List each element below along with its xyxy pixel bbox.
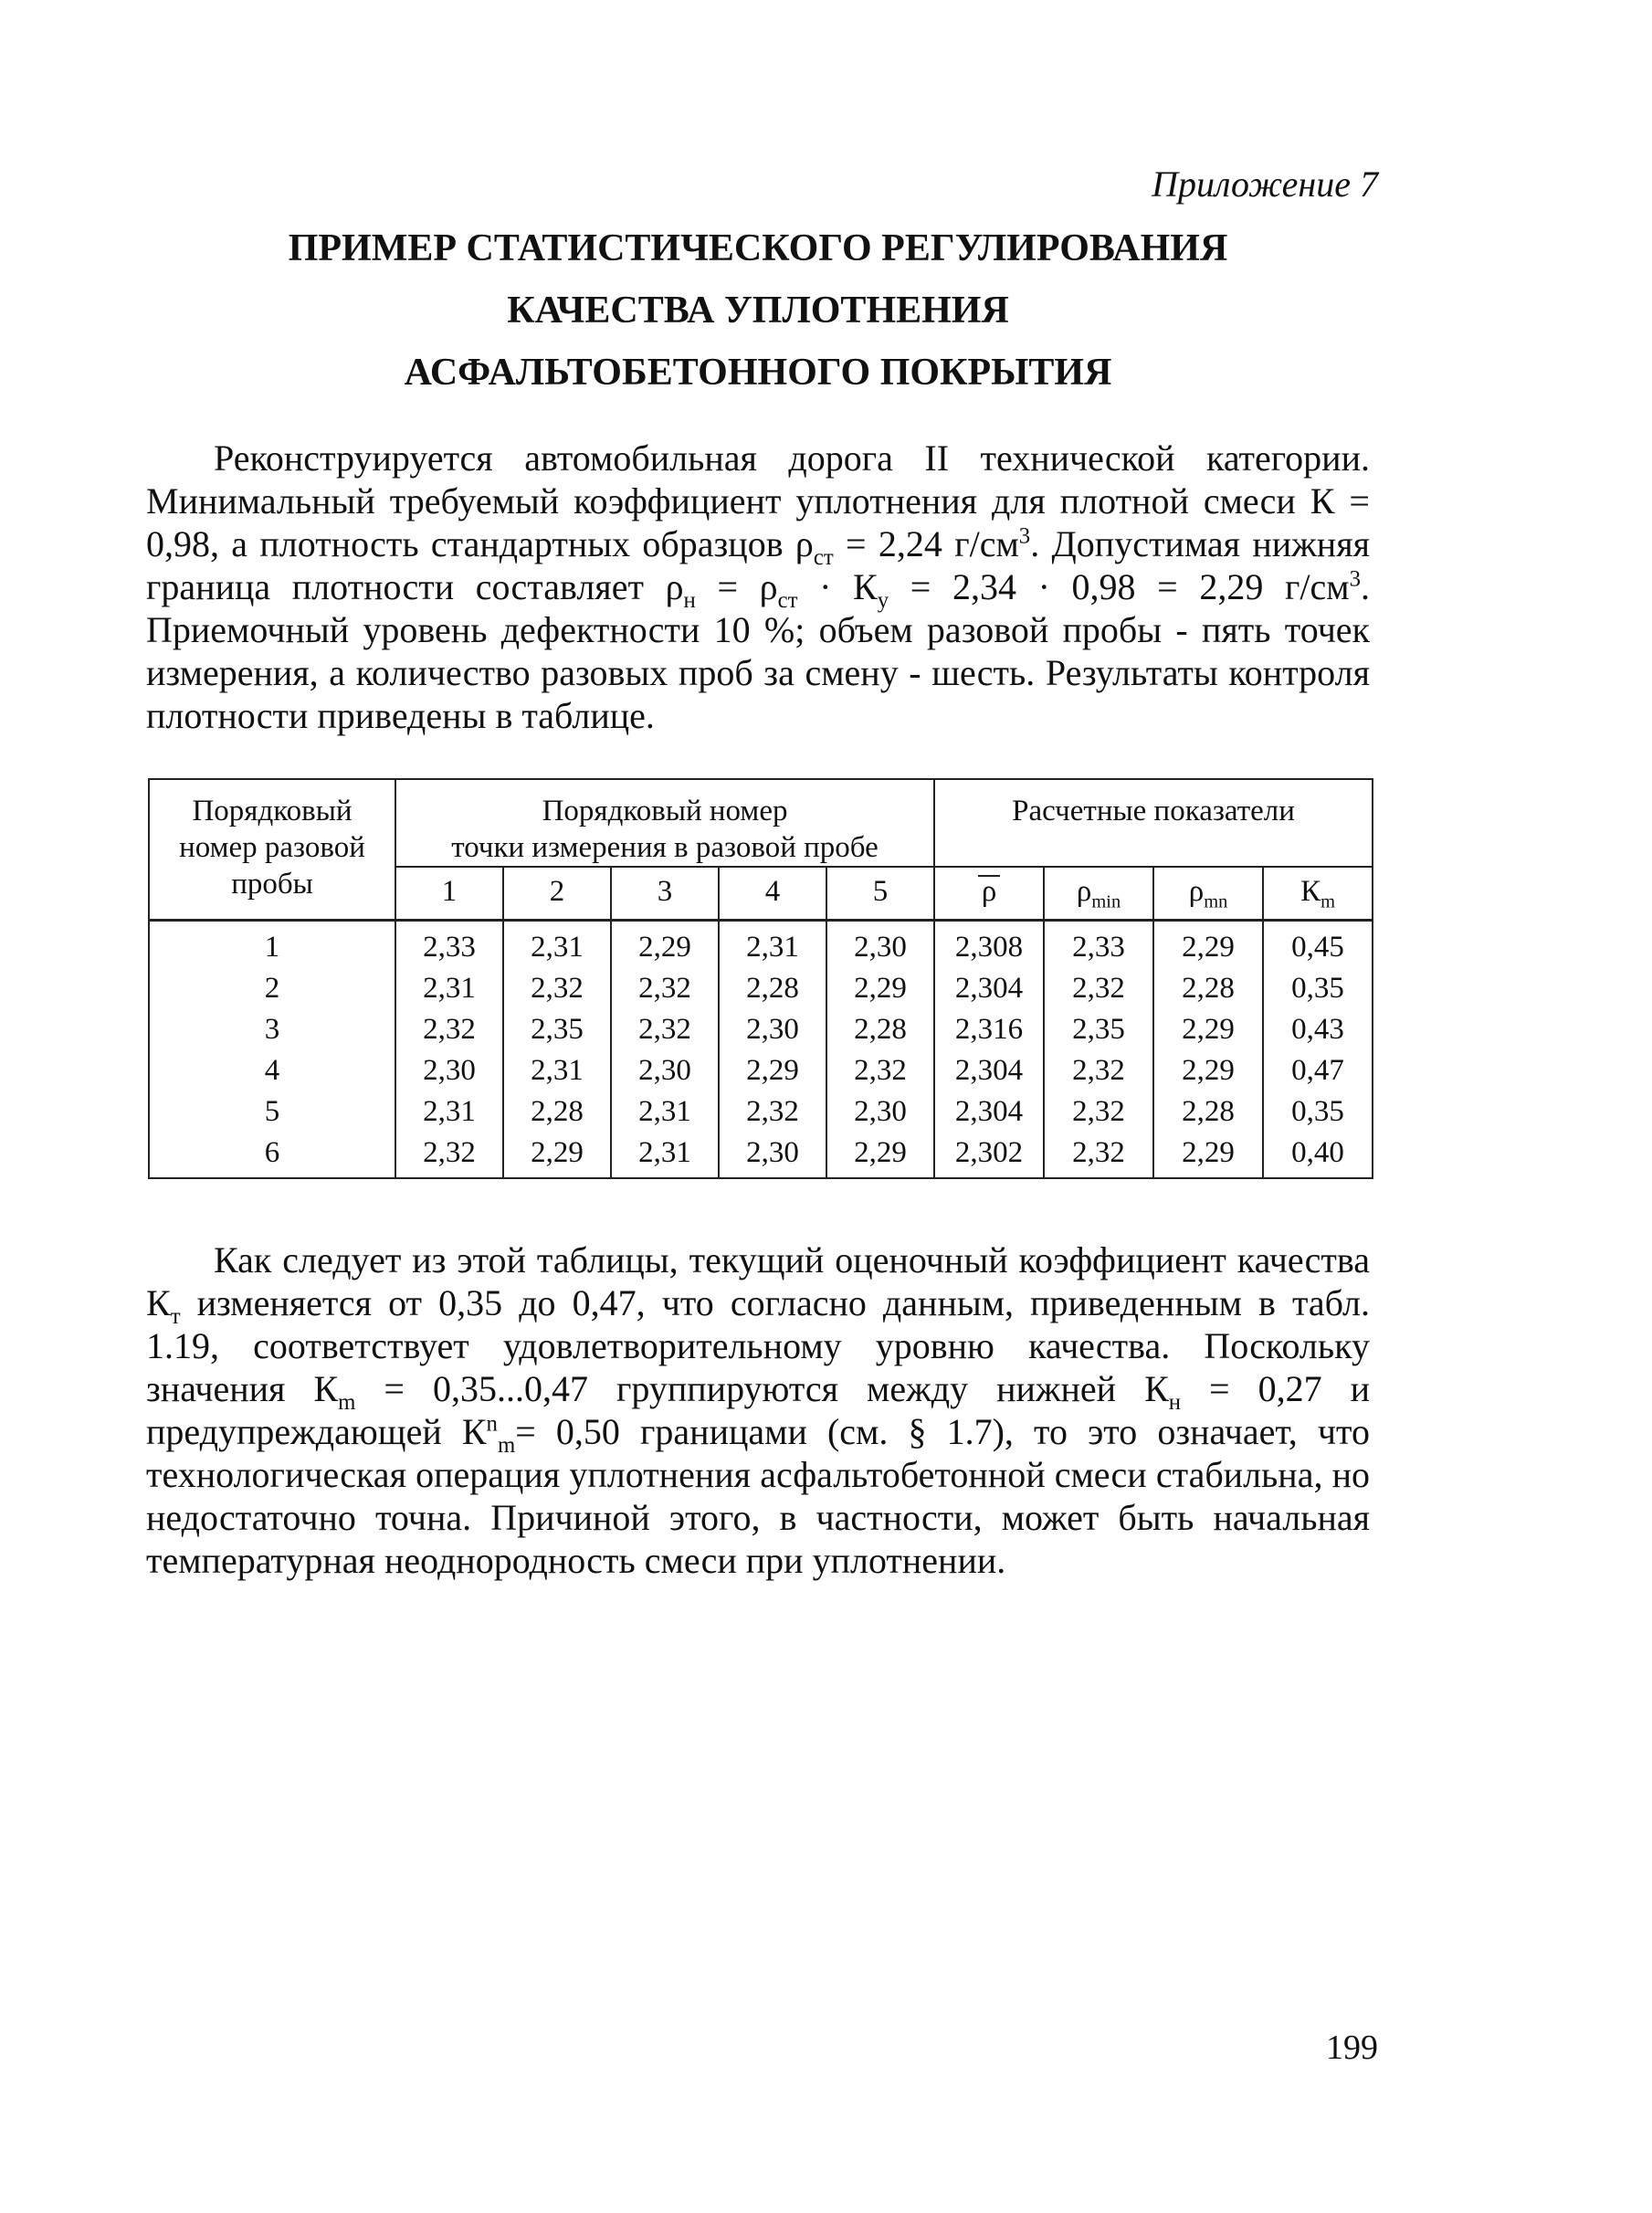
table-row: 5 2,31 2,28 2,31 2,32 2,30 2,304 2,32 2,28 0,35: [149, 1091, 1373, 1133]
intro-paragraph: Реконструируется автомобильная дорога II технической категории. Минимальный требуемый коэффициент уплотнения для плотной смеси К = 0,98, а плотность стандартных образцов $\rho_{ст} = 2,24$ $г/см^3$. Допустимая нижняя граница плотности составляет $\rho_н = \rho_{ст} \cdot К_у = 2,34 \cdot 0,98 = 2,29$ $г/см^3$. Приемочный уровень дефектности 10 %; объем разовой пробы - пять точек измерения, а количество разовых проб за смену - шесть. Результаты контроля плотности приведены в таблице.: [146, 437, 1370, 736]
header-point-2: 2: [503, 867, 611, 921]
header-point-4: 4: [719, 867, 826, 921]
title-line-1: ПРИМЕР СТАТИСТИЧЕСКОГО РЕГУЛИРОВАНИЯ: [288, 227, 1228, 269]
page-number: 199: [1326, 2029, 1378, 2067]
header-points: Порядковый номер точки измерения в разовой пробе: [395, 779, 934, 867]
title-line-3: АСФАЛЬТОБЕТОННОГО ПОКРЫТИЯ: [404, 352, 1112, 394]
page-title: [146, 217, 1370, 404]
header-sample: Порядковый номер разовой пробы: [149, 779, 395, 921]
title-line-2: КАЧЕСТВА УПЛОТНЕНИЯ: [507, 290, 1009, 332]
table-row: 2 2,31 2,32 2,32 2,28 2,29 2,304 2,32 2,28 0,35: [149, 968, 1373, 1009]
header-calc: Расчетные показатели: [934, 779, 1373, 867]
table-row: 4 2,30 2,31 2,30 2,29 2,32 2,304 2,32 2,29 0,47: [149, 1050, 1373, 1091]
header-point-3: 3: [611, 867, 719, 921]
header-rho-mn: $\rho_{mn}$: [1153, 867, 1263, 921]
conclusion-paragraph: Как следует из этой таблицы, текущий оценочный коэффициент качества $К_т$ изменяется от 0,35 до 0,47, что согласно данным, приведенным в табл. 1.19, соответствует удовлетворительному уровню качества. Поскольку значения $К_m = 0,35...0,47$ группируются между нижней $К_н = 0,27$ и предупреждающей $К^n_m= 0,50$ границами (см. § 1.7), то это означает, что технологическая операция уплотнения асфальтобетонной смеси стабильна, но недостаточно точна. Причиной этого, в частности, может быть начальная температурная неоднородность смеси при уплотнении.: [146, 1239, 1371, 1581]
header-point-1: 1: [395, 867, 503, 921]
table-row: 1 2,33 2,31 2,29 2,31 2,30 2,308 2,33 2,29 0,45: [149, 921, 1373, 969]
appendix-label: Приложение 7: [1152, 163, 1378, 205]
header-point-5: 5: [826, 867, 934, 921]
table-row: 6 2,32 2,29 2,31 2,30 2,29 2,302 2,32 2,29 0,40: [149, 1133, 1373, 1178]
density-table: [148, 778, 1373, 1179]
table-row: 3 2,32 2,35 2,32 2,30 2,28 2,316 2,35 2,29 0,43: [149, 1009, 1373, 1050]
header-rho-min: $\rho_{min}$: [1044, 867, 1153, 921]
header-rho-mean: ρ: [934, 867, 1044, 921]
header-k-m: $К_m$: [1263, 867, 1373, 921]
